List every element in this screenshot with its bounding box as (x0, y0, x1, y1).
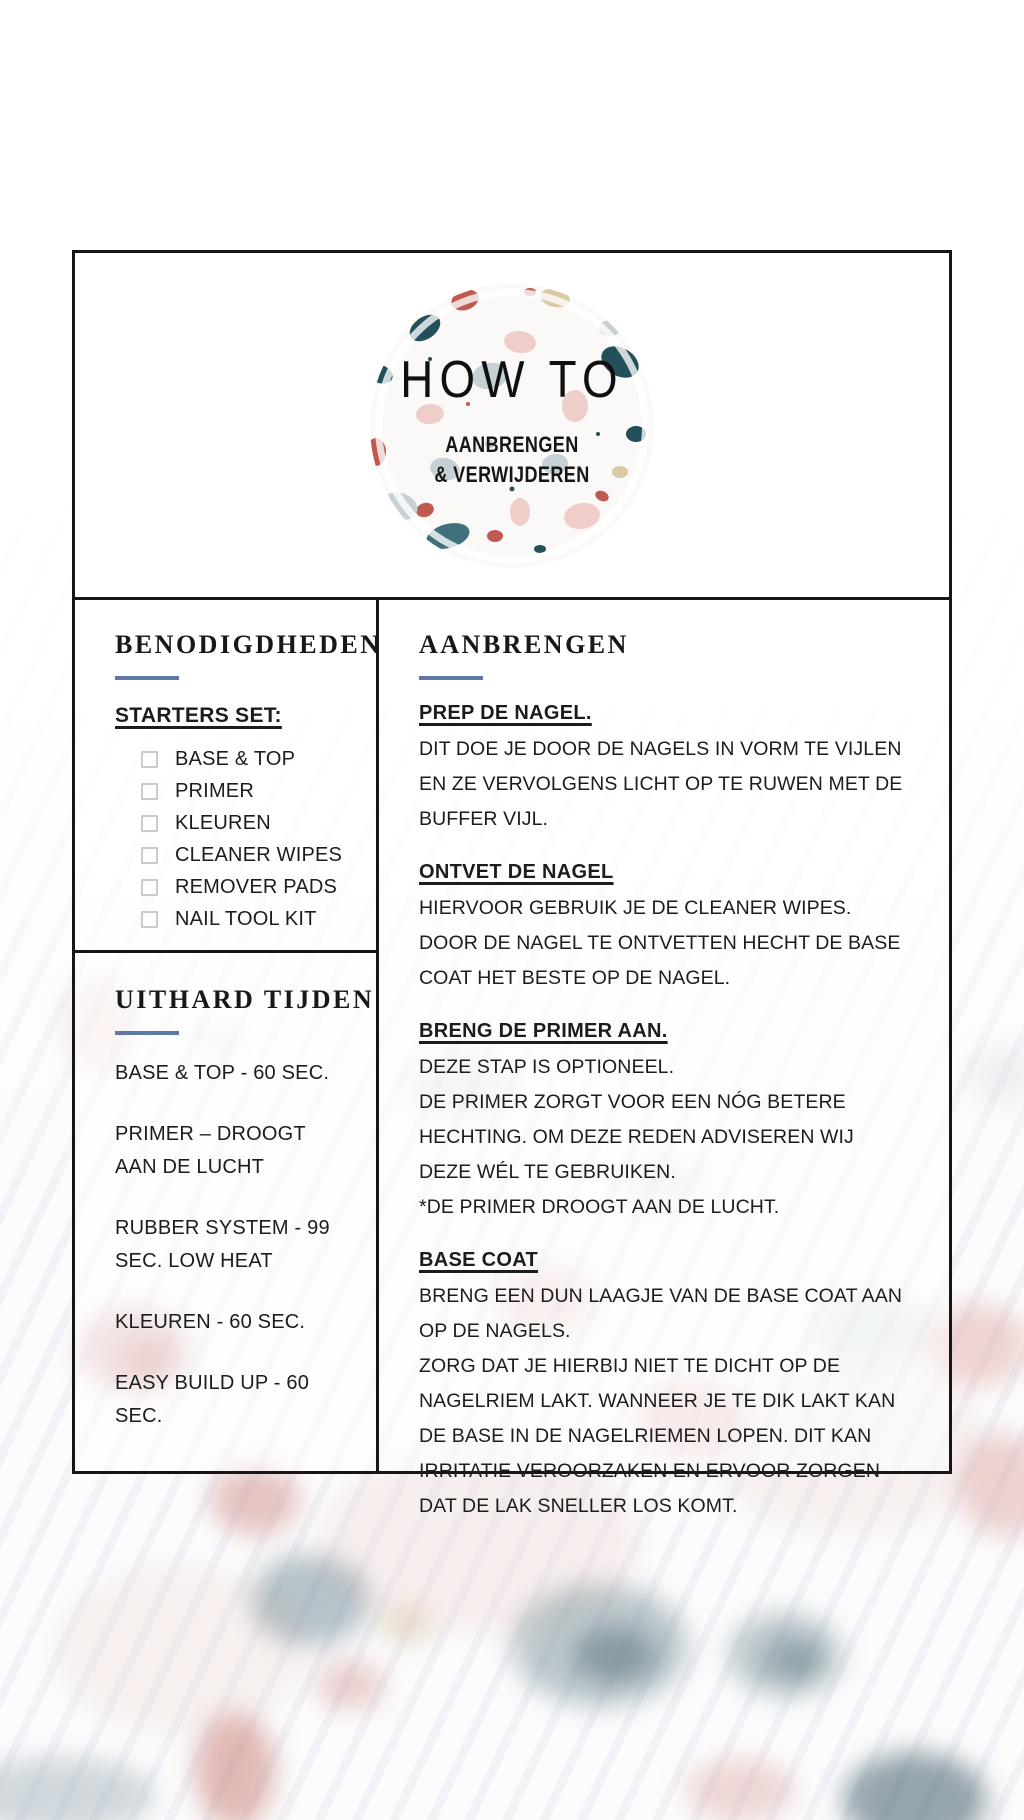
logo-terrazzo-pattern (370, 284, 654, 568)
instruction-section-title: BRENG DE PRIMER AAN. (419, 1020, 668, 1042)
accent-rule (115, 1031, 179, 1035)
starters-checklist (115, 743, 362, 935)
curing-time-item: PRIMER – DROOGT AAN DE LUCHT (115, 1123, 306, 1178)
checklist-item (115, 839, 362, 871)
checkbox-icon (141, 847, 158, 864)
logo-subtitle-line2: & VERWIJDEREN (434, 462, 590, 487)
accent-rule (115, 676, 179, 680)
instruction-section-title: PREP DE NAGEL. (419, 702, 592, 724)
left-column (75, 600, 382, 1474)
curing-time-item: RUBBER SYSTEM - 99 SEC. LOW HEAT (115, 1217, 330, 1272)
instruction-section-body: HIERVOOR GEBRUIK JE DE CLEANER WIPES. DOOR DE NAGEL TE ONTVETTEN HECHT DE BASE COAT HET BESTE OP DE NAGEL. (419, 897, 901, 989)
curing-time-item: BASE & TOP - 60 SEC. (115, 1062, 330, 1084)
curing-time-item: EASY BUILD UP - 60 SEC. (115, 1372, 310, 1427)
instruction-section-body: DEZE STAP IS OPTIONEEL. DE PRIMER ZORGT VOOR EEN NÓG BETERE HECHTING. OM DEZE REDEN ADVISEREN WIJ DEZE WÉL TE GEBRUIKEN. *DE PRIMER DROOGT AAN DE LUCHT. (419, 1056, 854, 1218)
checkbox-icon (141, 911, 158, 928)
checklist-item (115, 775, 362, 807)
aanbrengen-heading: AANBRENGEN (419, 630, 629, 659)
instruction-section (419, 861, 903, 996)
checklist-item-label: CLEANER WIPES (175, 843, 343, 866)
checklist-item (115, 903, 362, 935)
checkbox-icon (141, 879, 158, 896)
checklist-item-label: BASE & TOP (175, 747, 296, 770)
starters-set-title: STARTERS SET: (115, 704, 282, 727)
checkbox-icon (141, 783, 158, 800)
logo-title: HOW TO (400, 351, 624, 409)
logo (370, 284, 654, 568)
curing-times-list (115, 1057, 362, 1433)
logo-header (75, 253, 949, 600)
instruction-section (419, 1249, 903, 1524)
uithard-tijden-section (75, 950, 376, 1474)
instruction-section-title: BASE COAT (419, 1249, 538, 1271)
checklist-item-label: NAIL TOOL KIT (175, 907, 317, 930)
benodigdheden-section (75, 600, 382, 950)
accent-rule (419, 676, 483, 680)
curing-time-item: KLEUREN - 60 SEC. (115, 1311, 306, 1333)
content-columns (75, 600, 949, 1517)
right-column (379, 600, 949, 1517)
benodigdheden-heading: BENODIGDHEDEN (115, 630, 382, 659)
checklist-item-label: REMOVER PADS (175, 875, 338, 898)
checklist-item (115, 807, 362, 839)
uithard-tijden-heading: UITHARD TIJDEN (115, 985, 375, 1014)
checklist-item-label: PRIMER (175, 779, 254, 802)
instruction-section (419, 1020, 903, 1225)
instruction-section-body: BRENG EEN DUN LAAGJE VAN DE BASE COAT AAN OP DE NAGELS. ZORG DAT JE HIERBIJ NIET TE DICHT OP DE NAGELRIEM LAKT. WANNEER JE TE DIK LAKT KAN DE BASE IN DE NAGELRIEMEN LOPEN. DIT KAN IRRITATIE VEROORZAKEN EN ERVOOR ZORGEN DAT DE LAK SNELLER LOS KOMT. (419, 1285, 903, 1517)
instruction-section (419, 702, 903, 837)
checklist-item (115, 743, 362, 775)
logo-subtitle (396, 430, 629, 490)
checkbox-icon (141, 815, 158, 832)
checkbox-icon (141, 751, 158, 768)
logo-subtitle-line1: AANBRENGEN (445, 432, 579, 457)
instruction-card (72, 250, 952, 1517)
instruction-section-title: ONTVET DE NAGEL (419, 861, 614, 883)
instruction-section-body: DIT DOE JE DOOR DE NAGELS IN VORM TE VIJLEN EN ZE VERVOLGENS LICHT OP TE RUWEN MET DE BUFFER VIJL. (419, 738, 903, 830)
checklist-item-label: KLEUREN (175, 811, 271, 834)
checklist-item (115, 871, 362, 903)
